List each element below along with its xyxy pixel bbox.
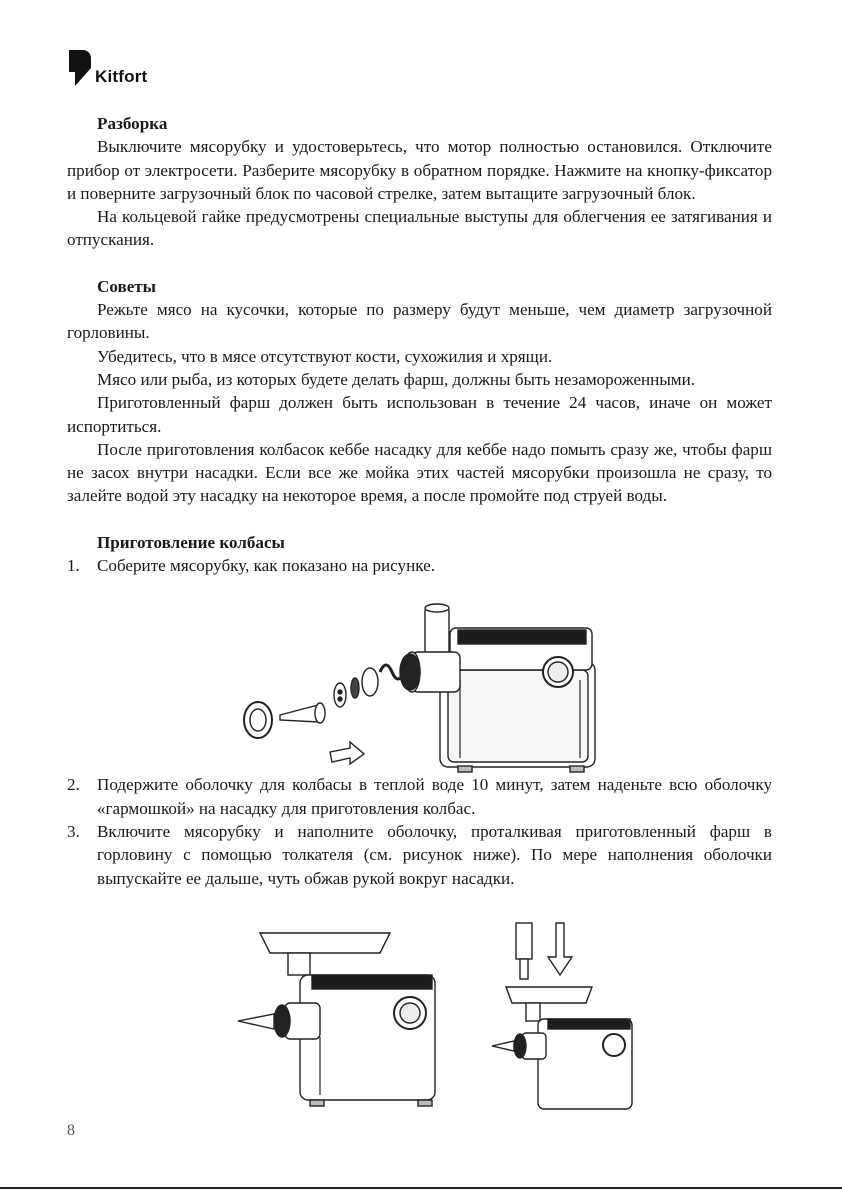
paragraph: Выключите мясорубку и удостоверьтесь, что мотор полностью остановился. Отключите прибор от электросети. Разберите мясорубку в обратном порядке. Нажмите на кнопку-фиксатор и поверните загрузочный блок по часовой стрелке, затем вытащите загрузочный блок. — [67, 137, 772, 203]
section-title-sausage: Приготовление колбасы — [97, 532, 285, 552]
paragraph: Приготовленный фарш должен быть использован в течение 24 часов, иначе он может испортиться. — [67, 393, 772, 436]
page-number: 8 — [67, 1122, 75, 1139]
paragraph: Режьте мясо на кусочки, которые по размеру будут меньше, чем диаметр загрузочной горловины. — [67, 300, 772, 343]
section-title-disassembly: Разборка — [97, 114, 168, 133]
list-item — [67, 773, 772, 820]
brand-name: Kitfort — [95, 67, 148, 86]
brand-logo — [67, 48, 147, 88]
paragraph: Убедитесь, что в мясе отсутствуют кости, сухожилия и хрящи. — [97, 346, 553, 366]
list-text: Подержите оболочку для колбасы в теплой воде 10 минут, затем наденьте всю оболочку «гармошкой» на насадку для приготовления колбас. — [97, 775, 772, 818]
list-text: Включите мясорубку и наполните оболочку, проталкивая приготовленный фарш в горловину с помощью толкателя (см. рисунок ниже). По мере наполнения оболочки выпускайте ее дальше, чуть обжав рукой вокруг насадки. — [97, 821, 772, 888]
list-number: 2. — [67, 775, 80, 795]
page-border — [0, 1187, 842, 1189]
list-number: 3. — [67, 821, 80, 841]
usage-illustration — [230, 915, 650, 1115]
paragraph: После приготовления колбасок кеббе насадку для кеббе надо помыть сразу же, чтобы фарш не засох внутри насадки. Если все же мойка этих частей мясорубки произошла не сразу, то залейте водой эту насадку на некоторое время, а после промойте под струей воды. — [67, 439, 772, 506]
section-title-tips: Советы — [97, 276, 157, 296]
list-text: Соберите мясорубку, как показано на рисунке. — [97, 556, 435, 576]
list-number: 1. — [67, 556, 80, 576]
assembly-illustration — [230, 600, 610, 780]
paragraph: Мясо или рыба, из которых будете делать фарш, должны быть незамороженными. — [97, 369, 696, 389]
list-item — [67, 820, 772, 890]
list-item — [67, 554, 772, 577]
kitfort-logo-icon — [67, 48, 93, 88]
paragraph: На кольцевой гайке предусмотрены специальные выступы для облегчения ее затягивания и отпускания. — [67, 207, 772, 250]
